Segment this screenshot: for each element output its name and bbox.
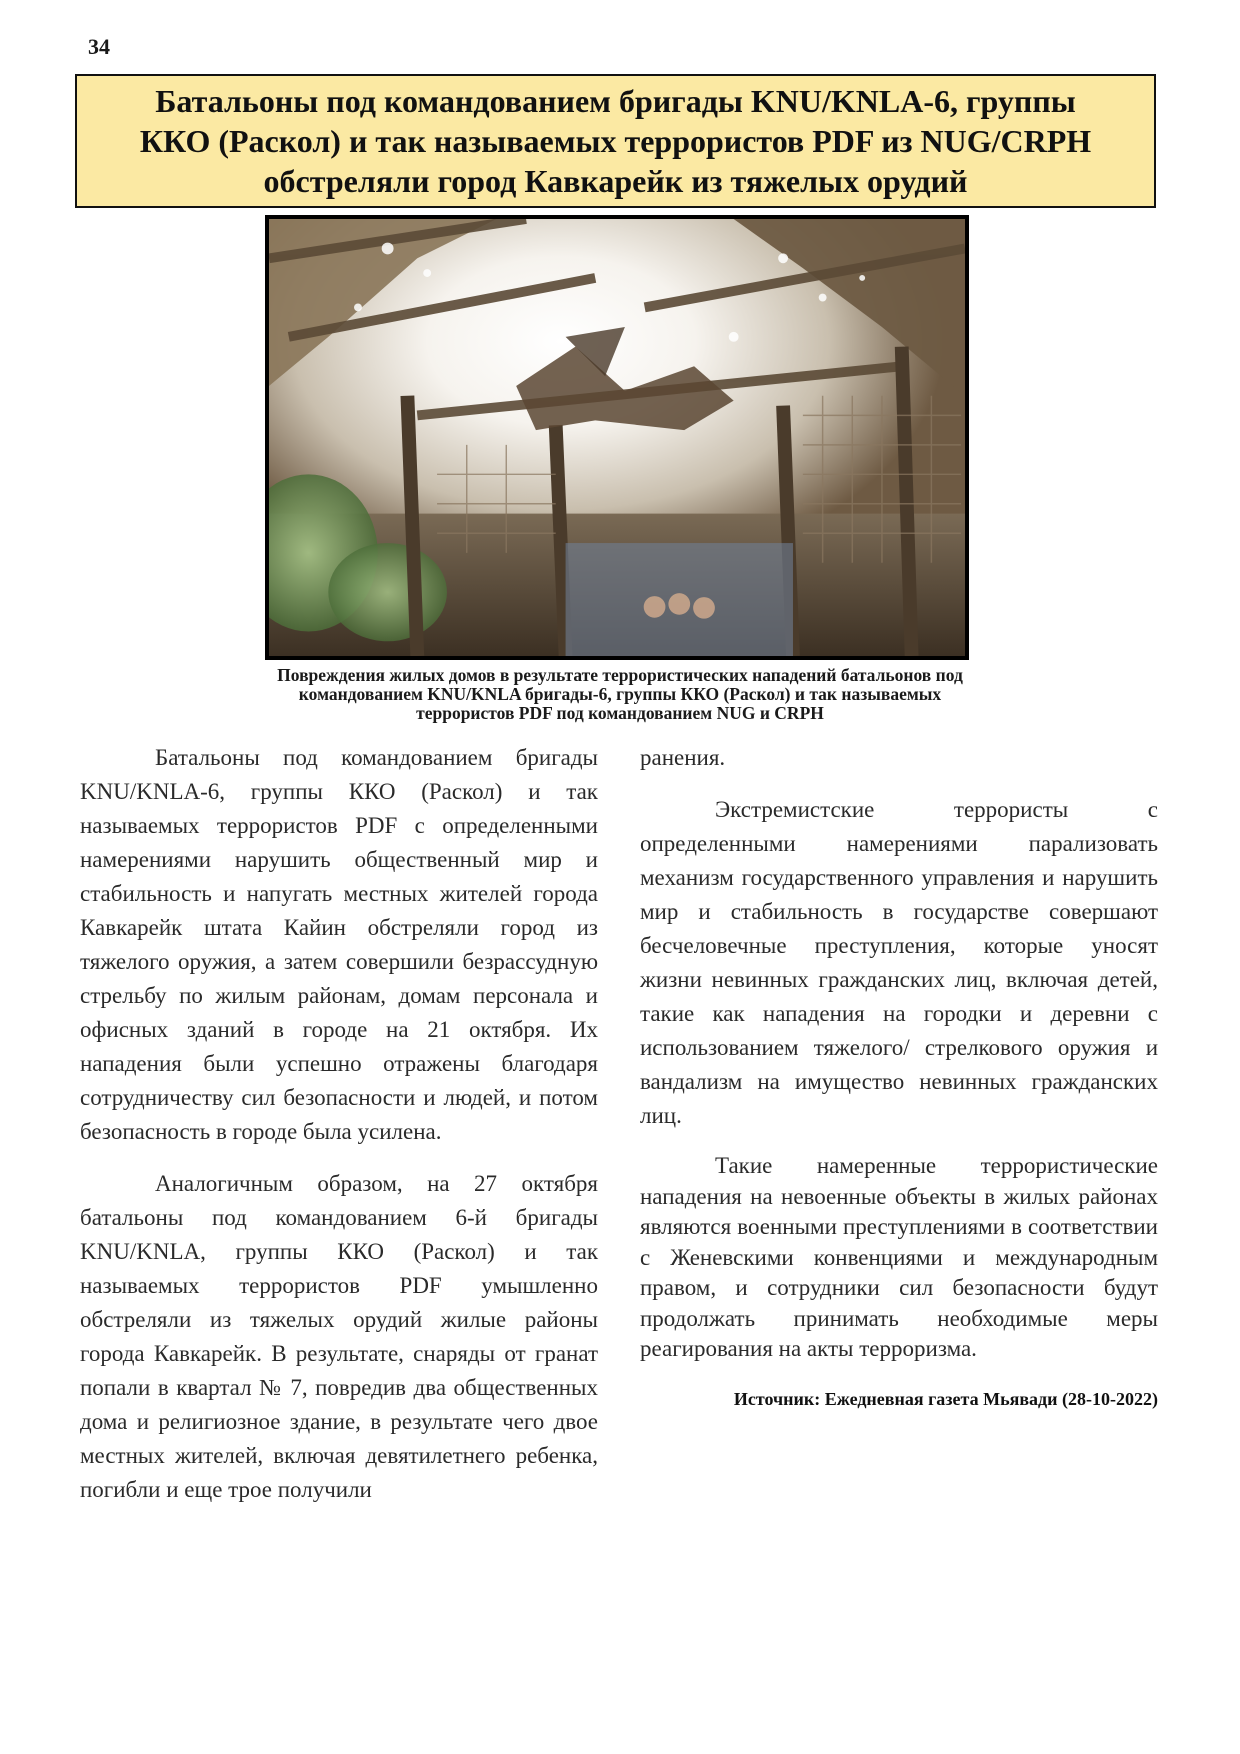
photo-illustration [269,219,965,656]
caption-line: террористов PDF под командованием NUG и CRPH [416,703,824,723]
left-column [80,741,598,1525]
paragraph: Батальоны под командованием бригады KNU/KNLA-6, группы ККО (Раскол) и так называемых террористов PDF с определенными намерениями нарушить общественный мир и стабильность и напугать местных жителей города Кавкарейк штата Кайин обстреляли город из тяжелого оружия, а затем совершили безрассудную стрельбу по жилым районам, домам персонала и офисных зданий в городе на 21 октября. Их нападения были успешно отражены благодаря сотрудничеству сил безопасности и людей, и потом безопасность в городе была усилена. [80,745,598,1144]
article-title: Батальоны под командованием бригады KNU/KNLA-6, группы ККО (Раскол) и так называемых террористов PDF из NUG/CRPH обстреляли город Кавкарейк из тяжелых орудий [139,83,1092,199]
source-line: Источник: Ежедневная газета Мьявади (28-10-2022) [733,1388,1158,1409]
paragraph: Аналогичным образом, на 27 октября батальоны под командованием 6-й бригады KNU/KNLA, группы ККО (Раскол) и так называемых террористов PDF умышленно обстреляли из тяжелых орудий жилые районы города Кавкарейк. В результате, снаряды от гранат попали в квартал № 7, повредив два общественных дома и религиозное здание, в результате чего двое местных жителей, включая девятилетнего ребенка, погибли и еще трое получили [80,1171,598,1502]
paragraph: Экстремистские террористы с определенными намерениями парализовать механизм государственного управления и нарушить мир и стабильность в государстве совершают бесчеловечные преступления, которые уносят жизни невинных гражданских лиц, включая детей, такие как нападения на городки и деревни с использованием тяжелого/ стрелкового оружия и вандализм на имущество невинных гражданских лиц. [640,797,1158,1128]
right-column [640,741,1158,1411]
damaged-roof-photo [265,215,969,660]
paragraph: Такие намеренные террористические нападения на невоенные объекты в жилых районах являются военными преступлениями в соответствии с Женевскими конвенциями и международным правом, и сотрудники сил безопасности будут продолжать принимать необходимые меры реагирования на акты терроризма. [640,1153,1158,1361]
title-box [75,74,1156,208]
caption-line: Повреждения жилых домов в результате террористических нападений батальонов под [277,665,963,685]
photo-caption [180,666,1060,723]
paragraph: ранения. [640,745,726,770]
caption-line: командованием KNU/KNLA бригады-6, группы ККО (Раскол) и так называемых [298,684,942,704]
page-number: 34 [88,34,110,59]
